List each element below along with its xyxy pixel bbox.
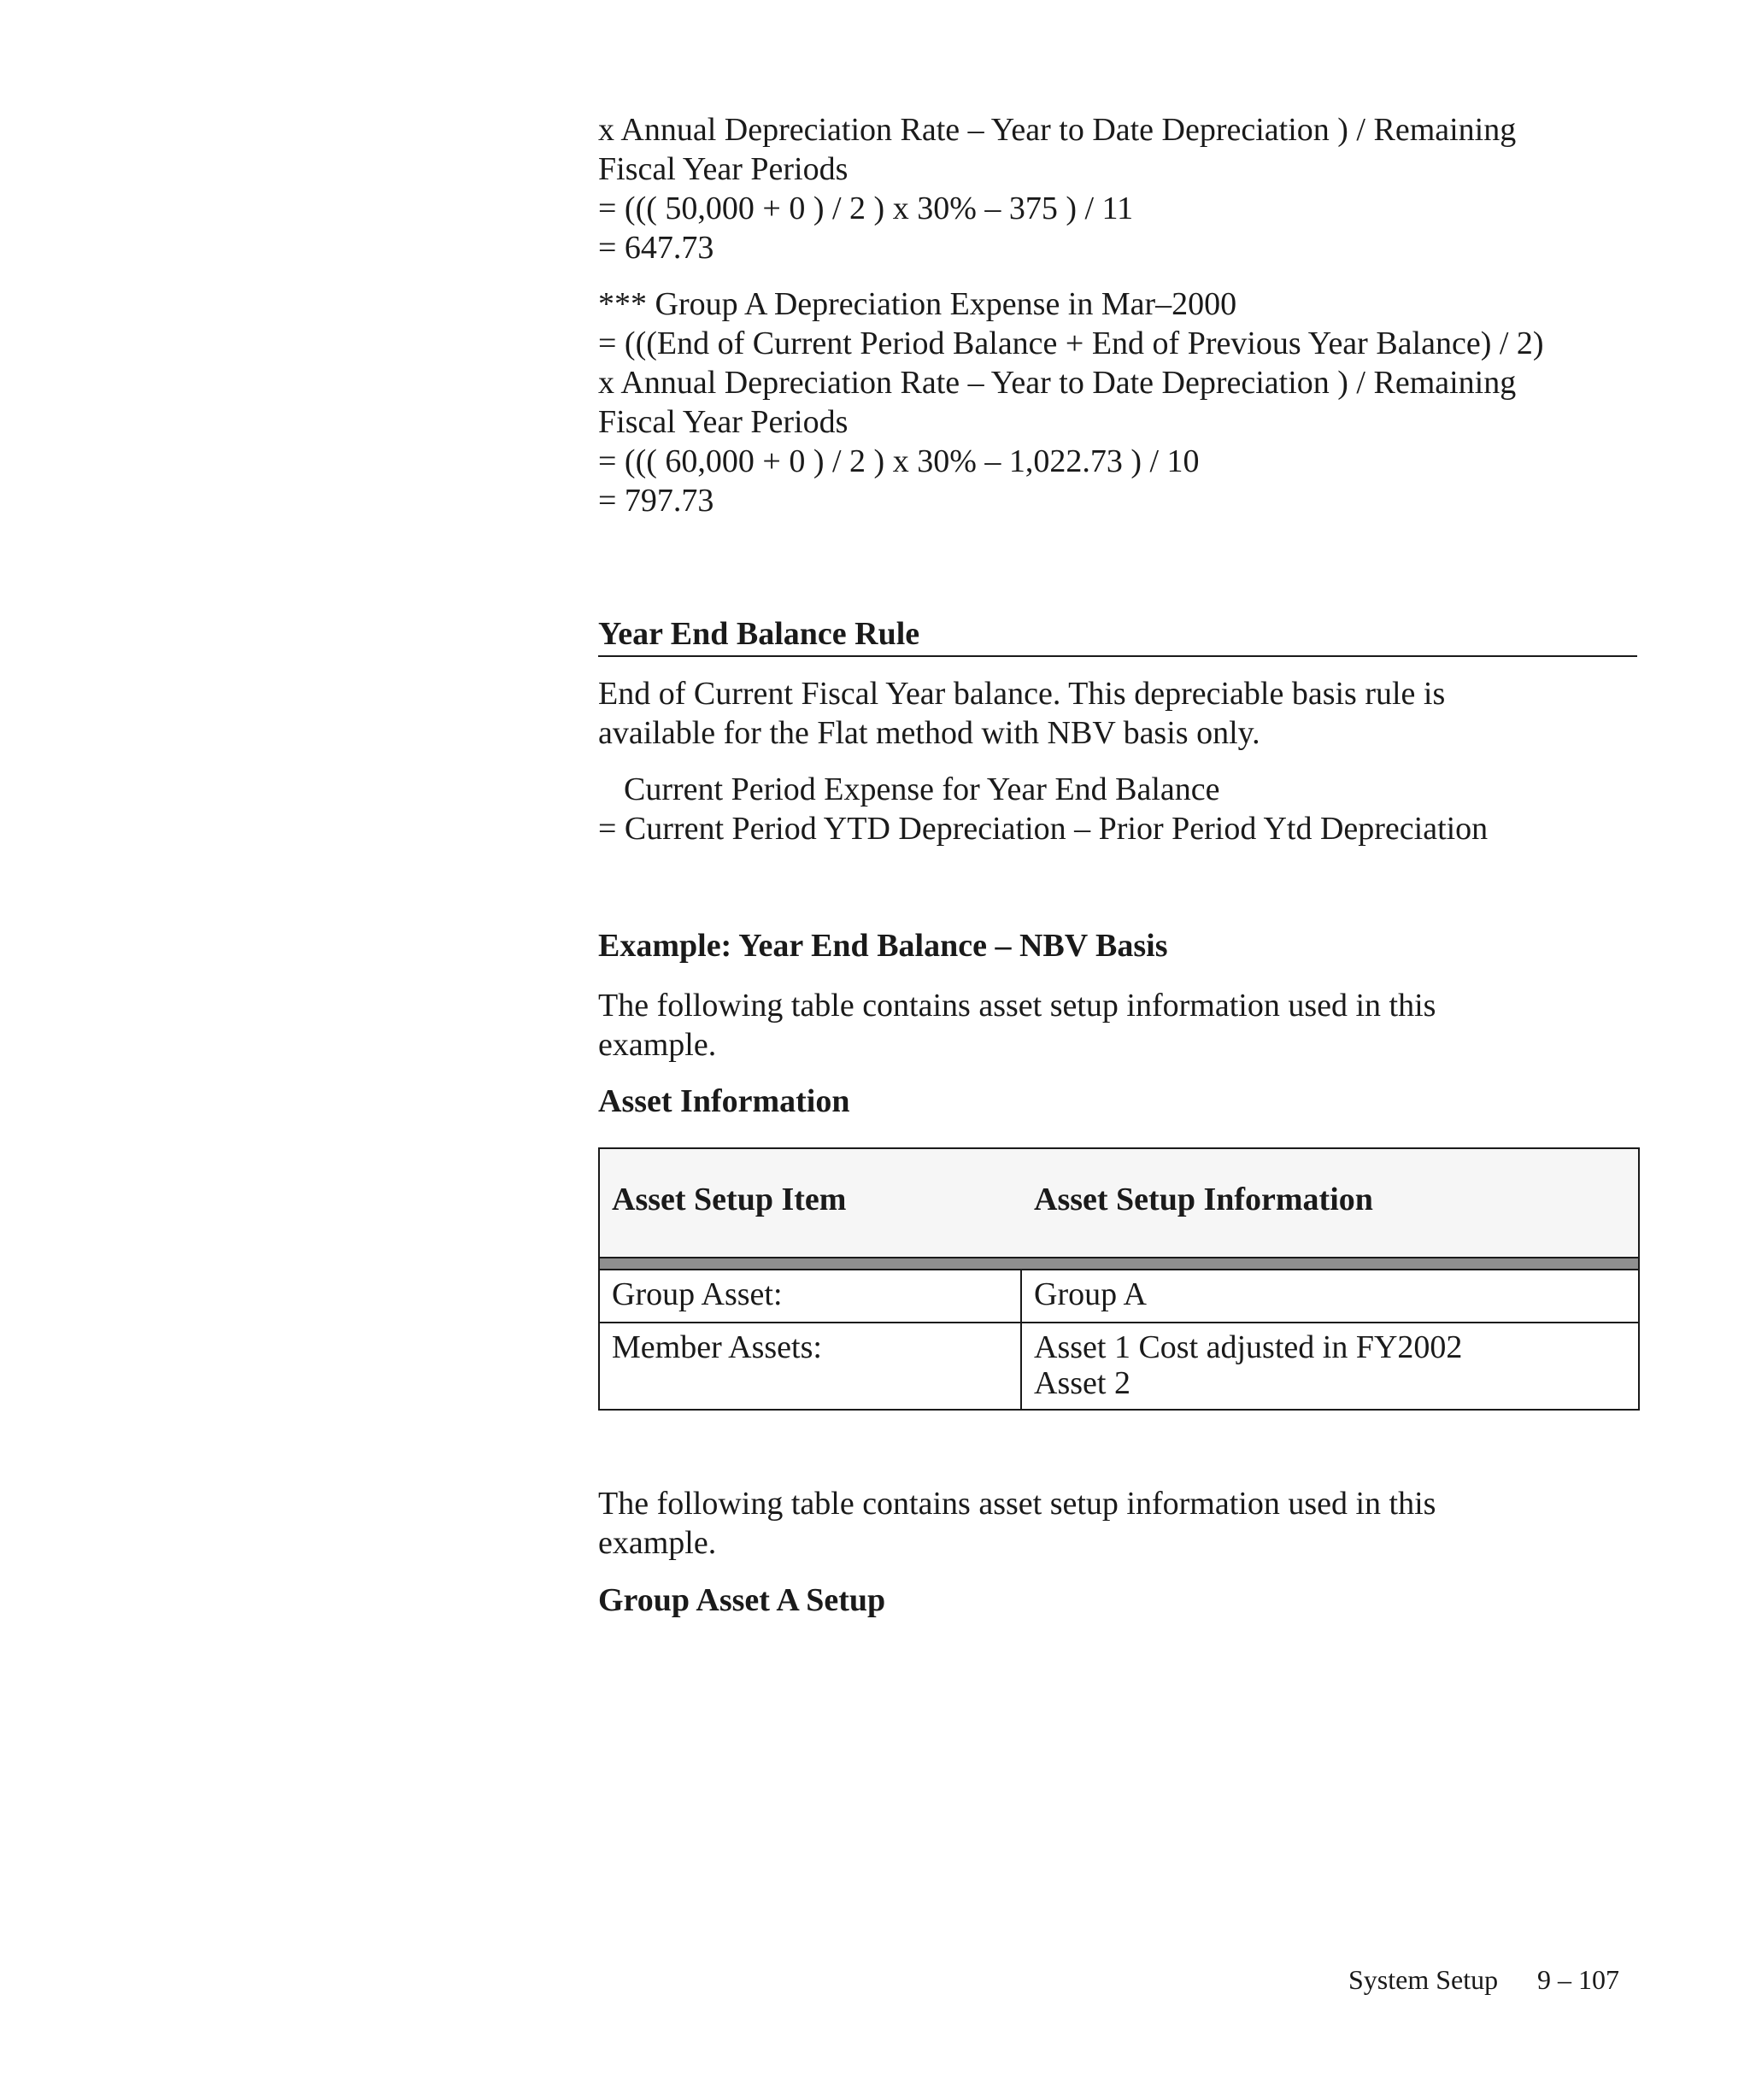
formula-line: = Current Period YTD Depreciation – Prior Period Ytd Depreciation [598, 811, 1489, 847]
table-cell [1021, 1270, 1639, 1323]
example-second-intro [598, 1484, 1436, 1563]
calc-group-a-mar [598, 284, 1544, 520]
calc-line: *** Group A Depreciation Expense in Mar–2000 [598, 286, 1237, 322]
table-cell: Member Assets: [599, 1323, 1021, 1410]
section-intro [598, 674, 1445, 753]
cell-line: Asset 1 Cost adjusted in FY2002 [1034, 1329, 1463, 1365]
footer-section-name: System Setup [1348, 1964, 1499, 1995]
calc-line: Fiscal Year Periods [598, 404, 849, 440]
intro-line: End of Current Fiscal Year balance. This depreciable basis rule is [598, 676, 1446, 712]
table-header-cell: Asset Setup Item [612, 1182, 847, 1217]
cell-line: Group A [1034, 1276, 1147, 1312]
calc-line: Fiscal Year Periods [598, 151, 849, 187]
table-row [599, 1323, 1639, 1410]
footer-page-number: 9 – 107 [1537, 1964, 1619, 1995]
section-heading-rule [598, 655, 1637, 657]
calc-line: = 647.73 [598, 230, 714, 266]
intro-line: The following table contains asset setup information used in this [598, 1486, 1436, 1522]
calc-line: = ((( 60,000 + 0 ) / 2 ) x 30% – 1,022.73 ) / 10 [598, 443, 1200, 479]
formula-line: Current Period Expense for Year End Balance [624, 771, 1220, 807]
table-cell: Group Asset: [599, 1270, 1021, 1323]
intro-line: example. [598, 1525, 717, 1561]
calc-line: x Annual Depreciation Rate – Year to Date Depreciation ) / Remaining [598, 112, 1517, 148]
table-header-cell: Asset Setup Information [1034, 1182, 1373, 1217]
calc-line: = (((End of Current Period Balance + End of Previous Year Balance) / 2) [598, 326, 1544, 361]
example-intro [598, 986, 1436, 1065]
second-table-title: Group Asset A Setup [598, 1582, 886, 1618]
intro-line: available for the Flat method with NBV basis only. [598, 715, 1260, 751]
calc-line: = 797.73 [598, 483, 714, 519]
example-heading: Example: Year End Balance – NBV Basis [598, 928, 1168, 964]
calc-group-a-feb [598, 110, 1516, 267]
asset-information-table [598, 1269, 1640, 1411]
intro-line: The following table contains asset setup information used in this [598, 988, 1436, 1024]
table-row [599, 1270, 1639, 1323]
table-cell [1021, 1323, 1639, 1410]
intro-line: example. [598, 1027, 717, 1063]
section-formula [598, 770, 1488, 848]
calc-line: = ((( 50,000 + 0 ) / 2 ) x 30% – 375 ) / 11 [598, 191, 1134, 226]
table-title: Asset Information [598, 1083, 850, 1119]
cell-line: Asset 2 [1034, 1365, 1130, 1401]
calc-line: x Annual Depreciation Rate – Year to Date Depreciation ) / Remaining [598, 365, 1517, 401]
table-header-band [598, 1258, 1640, 1269]
section-heading: Year End Balance Rule [598, 616, 920, 652]
